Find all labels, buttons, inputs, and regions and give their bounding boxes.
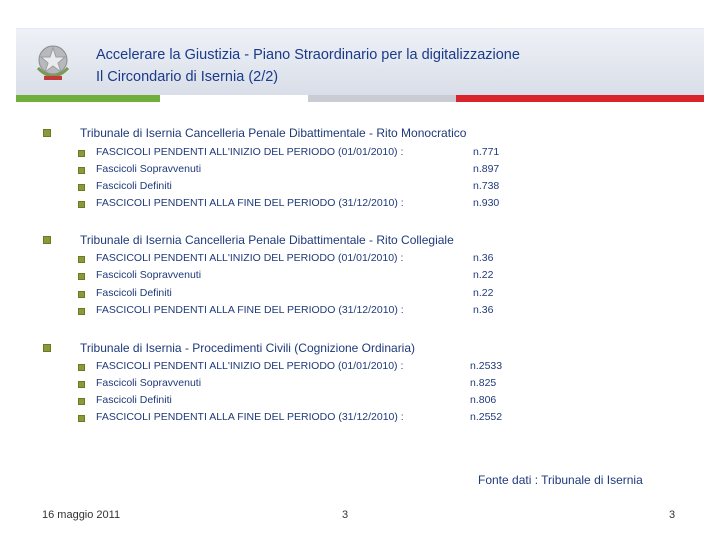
list-item-label: FASCICOLI PENDENTI ALL'INIZIO DEL PERIODO (01/01/2010) :	[96, 360, 404, 372]
list-item-label: Fascicoli Sopravvenuti	[96, 269, 202, 281]
list-item-value: n.22	[473, 269, 494, 281]
header-stripe-white	[160, 95, 308, 102]
section-bullet-icon	[43, 129, 51, 137]
item-bullet-icon	[78, 150, 85, 157]
item-bullet-icon	[78, 184, 85, 191]
list-item-value: n.2533	[470, 360, 503, 372]
list-item-value: n.771	[473, 146, 500, 158]
section-title: Tribunale di Isernia Cancelleria Penale Dibattimentale - Rito Collegiale	[80, 233, 454, 247]
list-item-label: Fascicoli Sopravvenuti	[96, 163, 202, 175]
header-stripe-gray	[308, 95, 456, 102]
title-line-2: Il Circondario di Isernia (2/2)	[96, 69, 279, 85]
slide-title	[96, 44, 520, 88]
italian-republic-emblem-icon	[32, 38, 74, 84]
footer-page-number: 3	[669, 509, 676, 521]
item-bullet-icon	[78, 167, 85, 174]
list-item-value: n.806	[470, 394, 497, 406]
section-bullet-icon	[43, 236, 51, 244]
item-bullet-icon	[78, 201, 85, 208]
list-item-value: n.22	[473, 287, 494, 299]
list-item-value: n.738	[473, 180, 500, 192]
list-item-value: n.36	[473, 252, 494, 264]
item-bullet-icon	[78, 256, 85, 263]
item-bullet-icon	[78, 415, 85, 422]
list-item-value: n.930	[473, 197, 500, 209]
item-bullet-icon	[78, 364, 85, 371]
list-item-value: n.36	[473, 304, 494, 316]
item-bullet-icon	[78, 381, 85, 388]
list-item-label: FASCICOLI PENDENTI ALLA FINE DEL PERIODO (31/12/2010) :	[96, 411, 404, 423]
section-title: Tribunale di Isernia - Procedimenti Civili (Cognizione Ordinaria)	[80, 341, 416, 355]
list-item-label: FASCICOLI PENDENTI ALLA FINE DEL PERIODO (31/12/2010) :	[96, 197, 404, 209]
header-stripe-red	[456, 95, 704, 102]
item-bullet-icon	[78, 398, 85, 405]
list-item-value: n.825	[470, 377, 497, 389]
list-item-value: n.2552	[470, 411, 503, 423]
footer-date: 16 maggio 2011	[42, 509, 121, 521]
item-bullet-icon	[78, 308, 85, 315]
item-bullet-icon	[78, 291, 85, 298]
header-stripe-green	[16, 95, 160, 102]
section-bullet-icon	[43, 344, 51, 352]
list-item-value: n.897	[473, 163, 500, 175]
data-source-note: Fonte dati : Tribunale di Isernia	[478, 473, 643, 487]
list-item-label: Fascicoli Definiti	[96, 287, 172, 299]
section-title: Tribunale di Isernia Cancelleria Penale Dibattimentale - Rito Monocratico	[80, 126, 467, 140]
title-line-1: Accelerare la Giustizia - Piano Straordinario per la digitalizzazione	[96, 47, 520, 63]
item-bullet-icon	[78, 273, 85, 280]
list-item-label: Fascicoli Sopravvenuti	[96, 377, 202, 389]
list-item-label: FASCICOLI PENDENTI ALLA FINE DEL PERIODO (31/12/2010) :	[96, 304, 404, 316]
list-item-label: Fascicoli Definiti	[96, 394, 172, 406]
list-item-label: Fascicoli Definiti	[96, 180, 172, 192]
footer-center-number: 3	[342, 509, 349, 521]
list-item-label: FASCICOLI PENDENTI ALL'INIZIO DEL PERIODO (01/01/2010) :	[96, 146, 404, 158]
list-item-label: FASCICOLI PENDENTI ALL'INIZIO DEL PERIODO (01/01/2010) :	[96, 252, 404, 264]
